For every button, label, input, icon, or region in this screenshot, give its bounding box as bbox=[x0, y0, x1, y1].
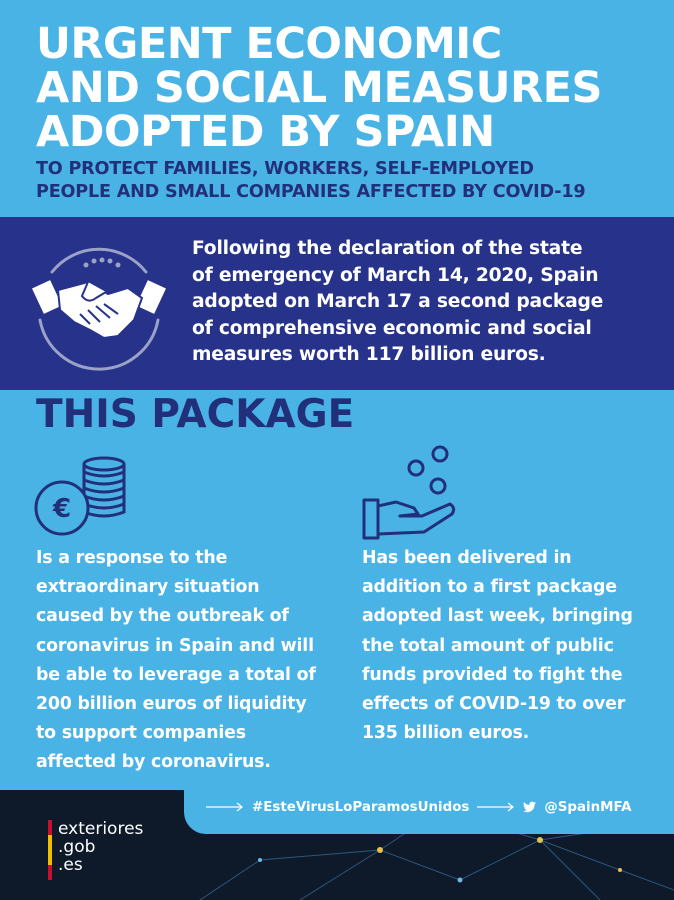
logo-line: exteriores bbox=[58, 819, 144, 839]
subtitle-line: PEOPLE AND SMALL COMPANIES AFFECTED BY COVID-19 bbox=[36, 182, 586, 202]
euro-coins-icon bbox=[32, 452, 130, 538]
intro-line: Following the declaration of the state bbox=[192, 238, 583, 259]
left-line: to support companies bbox=[36, 723, 246, 744]
right-column-text bbox=[362, 544, 652, 748]
hashtag-link[interactable]: #EsteVirusLoParamosUnidos bbox=[252, 799, 470, 815]
right-line: adopted last week, bringing bbox=[362, 606, 633, 627]
logo-line: .gob bbox=[58, 837, 96, 857]
intro-line: adopted on March 17 a second package bbox=[192, 291, 604, 312]
left-line: caused by the outbreak of bbox=[36, 606, 289, 627]
arrow-right-icon bbox=[206, 802, 244, 812]
title-line: AND SOCIAL MEASURES bbox=[36, 63, 602, 113]
intro-text bbox=[192, 236, 652, 369]
title-line: ADOPTED BY SPAIN bbox=[36, 107, 495, 157]
right-line: Has been delivered in bbox=[362, 548, 572, 568]
right-line: addition to a first package bbox=[362, 577, 617, 598]
arrow-right-icon bbox=[477, 802, 515, 812]
right-line: 135 billion euros. bbox=[362, 723, 530, 744]
exteriores-logo bbox=[48, 820, 143, 880]
twitter-handle-link[interactable]: @SpainMFA bbox=[544, 799, 632, 815]
title-line: URGENT ECONOMIC bbox=[36, 19, 502, 69]
twitter-icon bbox=[523, 801, 536, 813]
section-heading: THIS PACKAGE bbox=[36, 392, 355, 437]
intro-line: of comprehensive economic and social bbox=[192, 317, 592, 339]
right-line: effects of COVID-19 to over bbox=[362, 694, 626, 715]
logo-text bbox=[58, 820, 143, 880]
svg-text:€: € bbox=[52, 494, 72, 524]
left-line: extraordinary situation bbox=[36, 577, 260, 598]
subtitle-line: TO PROTECT FAMILIES, WORKERS, SELF-EMPLOYED bbox=[36, 159, 534, 179]
left-line: affected by coronavirus. bbox=[36, 752, 271, 773]
hand-with-coins-icon bbox=[360, 444, 460, 544]
page-subtitle bbox=[36, 158, 666, 204]
left-line: 200 billion euros of liquidity bbox=[36, 694, 307, 715]
right-line: the total amount of public bbox=[362, 635, 614, 656]
handshake-icon bbox=[30, 234, 168, 372]
left-line: be able to leverage a total of bbox=[36, 664, 316, 685]
intro-line: of emergency of March 14, 2020, Spain bbox=[192, 264, 599, 286]
hashtag-row bbox=[206, 796, 631, 818]
spain-flag-bar bbox=[48, 820, 52, 880]
logo-line: .es bbox=[58, 855, 83, 875]
left-line: coronavirus in Spain and will bbox=[36, 635, 314, 656]
page-title bbox=[36, 19, 666, 157]
left-line: Is a response to the bbox=[36, 548, 228, 568]
left-column-text bbox=[36, 544, 336, 778]
intro-line: measures worth 117 billion euros. bbox=[192, 344, 546, 365]
right-line: funds provided to fight the bbox=[362, 664, 623, 685]
